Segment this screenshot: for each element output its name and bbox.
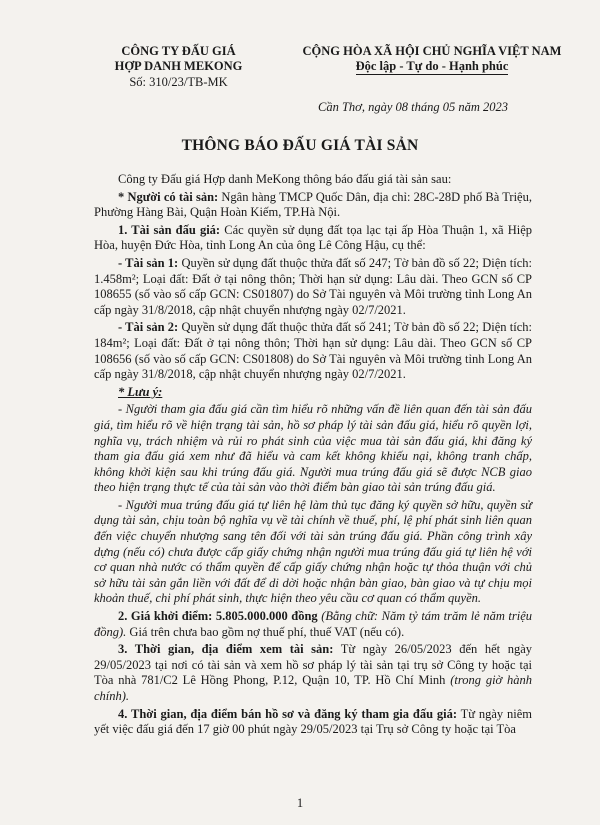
national-header <box>282 44 582 75</box>
asset2-paragraph <box>94 320 532 382</box>
asset2-text: Quyền sử dụng đất thuộc thửa đất số 241; Tờ bản đồ số 22; Diện tích: 184m²; Loại đất: Đất ở tại nông thôn; Thời hạn sử dụng: Lâu dài. Theo GCN số CP 108656 (số vào số cấp GCN: CS01808) do Sở Tài nguyên và Môi trường tỉnh Long An cấp ngày 31/8/2018, cập nhật chuyển nhượng ngày 02/7/2021. <box>94 320 532 382</box>
viewing-label: 3. Thời gian, địa điểm xem tài sản: <box>118 642 334 657</box>
notes-heading <box>94 385 532 401</box>
notes-label: * Lưu ý: <box>118 384 163 399</box>
note2-paragraph: - Người mua trúng đấu giá tự liên hệ làm thủ tục đăng ký quyền sở hữu, quyền sử dụng tài sản, chịu toàn bộ nghĩa vụ về tài chính về thuế, phí, lệ phí phát sinh liên quan đến việc chuyển nhượng sang tên đối với tài sản trúng đấu giá. Phần công trình xây dựng (nếu có) chưa được cấp giấy chứng nhận người mua trúng đấu giá tự liên hệ với cơ quan nhà nước có thẩm quyền để cấp giấy chứng nhận hoặc tự thỏa thuận với chủ sở hữu tài sản gắn liền với đất để di dời hoặc nhận bàn giao, bàn giao và tự chịu mọi khoản thuế, chi phí phát sinh, thực hiện theo yêu cầu cơ quan có thẩm quyền. <box>94 497 532 606</box>
company-header <box>96 44 261 90</box>
page-number: 1 <box>296 796 304 810</box>
starting-price-label: 2. Giá khởi điểm: 5.805.000.000 đồng <box>118 609 318 624</box>
national-title: CỘNG HÒA XÃ HỘI CHỦ NGHĨA VIỆT NAM <box>302 44 562 58</box>
viewing-paragraph <box>94 642 532 704</box>
starting-price-words: (Bằng chữ: Năm tỷ tám trăm lẻ năm triệu đồng). <box>94 609 533 639</box>
intro-paragraph: Công ty Đấu giá Hợp danh MeKong thông báo đấu giá tài sản sau: <box>118 172 452 186</box>
note1-paragraph: - Người tham gia đấu giá cần tìm hiểu rõ những vấn đề liên quan đến tài sản đấu giá, tìm hiểu rõ về hiện trạng tài sản, hồ sơ pháp lý tài sản đấu giá, hiểu rõ quyền lợi, nghĩa vụ, trách nhiệm và rủi ro phát sinh của việc mua tài sản đấu giá, khi đăng ký tham gia đấu giá xem như đã hiểu và cam kết không khiếu nại, không tranh chấp, không khởi kiện sau khi trúng đấu giá. Người mua trúng đấu giá sẽ được NCB giao theo hiện trạng thực tế của tài sản vào thời điểm bàn giao tài sản trúng đấu giá. <box>94 402 532 495</box>
national-motto: Độc lập - Tự do - Hạnh phúc <box>355 59 509 73</box>
company-name-line1: CÔNG TY ĐẤU GIÁ <box>121 44 236 58</box>
viewing-hours: (trong giờ hành chính). <box>94 673 533 703</box>
asset-paragraph <box>94 223 532 254</box>
registration-label: 4. Thời gian, địa điểm bán hồ sơ và đăng ký tham gia đấu giá: <box>118 706 457 721</box>
asset1-label: - Tài sản 1: <box>118 255 179 270</box>
company-name-line2: HỢP DANH MEKONG <box>114 59 243 73</box>
owner-label: * Người có tài sản: <box>118 189 219 204</box>
starting-price-note: Giá trên chưa bao gồm nợ thuế phí, thuế VAT (nếu có). <box>126 624 405 639</box>
asset1-text: Quyền sử dụng đất thuộc thửa đất số 247; Tờ bản đồ số 22; Diện tích: 1.458m²; Loại đất: Đất ở tại nông thôn; Thời hạn sử dụng: Lâu dài. Theo GCN số CP 108655 (số vào số cấp GCN: CS01807) do Sở Tài nguyên và Môi trường tỉnh Long An cấp ngày 31/8/2018, cập nhật chuyển nhượng ngày 02/7/2021. <box>94 255 532 317</box>
owner-text: Ngân hàng TMCP Quốc Dân, địa chỉ: 28C-28D phố Bà Triệu, Phường Hàng Bài, Quận Hoàn Kiếm, TP.Hà Nội. <box>94 189 532 220</box>
viewing-text: Từ ngày 26/05/2023 đến hết ngày 29/05/2023 tại nơi có tài sản và xem hồ sơ pháp lý tài sản tại trụ sở Công ty hoặc tại Tòa nhà 781/C2 Lê Hồng Phong, P.12, Quận 10, TP. Hồ Chí Minh <box>94 642 532 688</box>
starting-price-paragraph <box>94 609 532 640</box>
asset-text: Các quyền sử dụng đất tọa lạc tại ấp Hòa Thuận 1, xã Hiệp Hòa, huyện Đức Hòa, tỉnh Long An của ông Lê Công Hậu, cụ thể: <box>94 222 532 253</box>
document-body <box>94 172 532 740</box>
registration-paragraph <box>94 707 532 738</box>
date-line: Cần Thơ, ngày 08 tháng 05 năm 2023 <box>318 100 509 114</box>
document-number: Số: 310/23/TB-MK <box>129 75 228 89</box>
asset1-paragraph <box>94 256 532 318</box>
asset-label: 1. Tài sản đấu giá: <box>118 222 221 237</box>
registration-text: Từ ngày niêm yết việc đấu giá đến 17 giờ 00 phút ngày 29/05/2023 tại Trụ sở Công ty hoặc tại Tòa <box>94 706 532 737</box>
asset2-label: - Tài sản 2: <box>118 320 179 335</box>
document-title: THÔNG BÁO ĐẤU GIÁ TÀI SẢN <box>181 137 419 154</box>
owner-paragraph <box>94 190 532 221</box>
